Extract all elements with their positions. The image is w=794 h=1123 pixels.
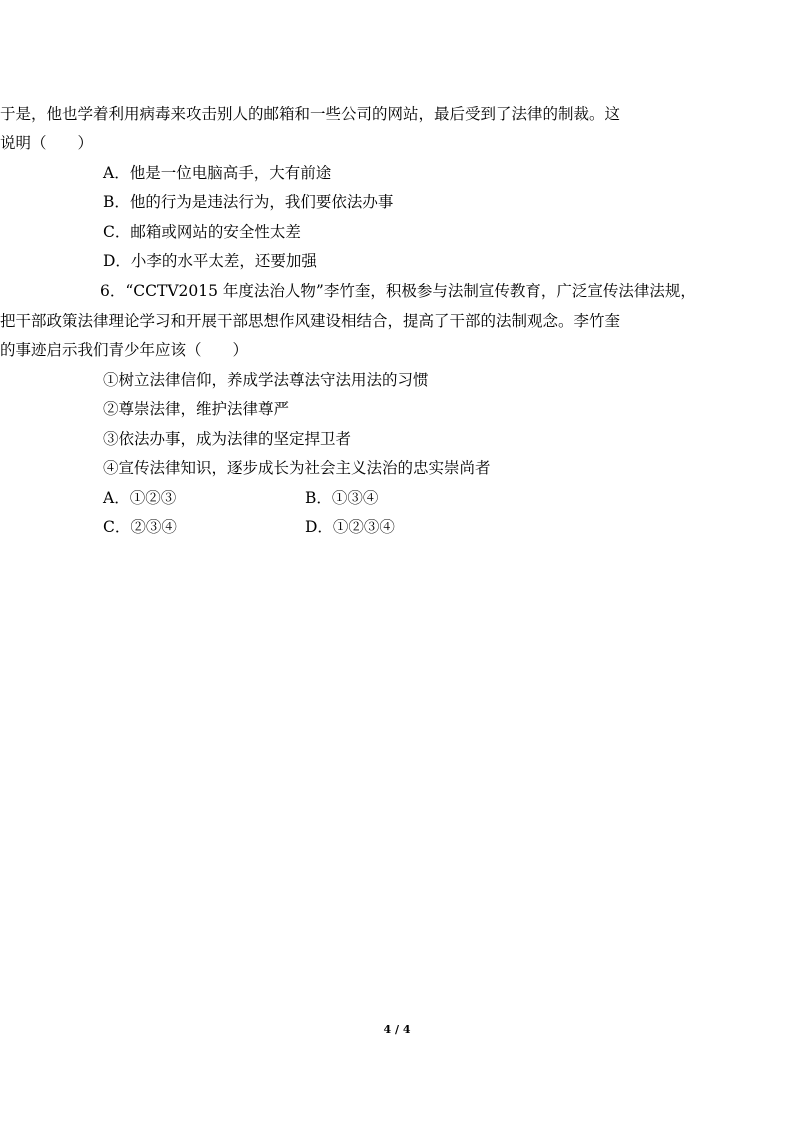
q6-option-c: C．②③④ <box>103 518 177 536</box>
q6-stem-line-3: 的事迹启示我们青少年应该（ ） <box>0 341 249 359</box>
q5-option-b: B．他的行为是违法行为，我们要依法办事 <box>103 193 394 211</box>
page-number: 4 / 4 <box>383 1023 411 1036</box>
q5-option-c: C．邮箱或网站的安全性太差 <box>103 223 301 241</box>
q5-option-d: D．小李的水平太差，还要加强 <box>103 252 317 270</box>
q6-statement-1: ①树立法律信仰，养成学法尊法守法用法的习惯 <box>103 371 429 389</box>
q5-stem-line-1: 于是，他也学着利用病毒来攻击别人的邮箱和一些公司的网站，最后受到了法律的制裁。这 <box>0 105 621 123</box>
q6-option-d: D．①②③④ <box>305 518 395 536</box>
q6-option-b: B．①③④ <box>305 489 379 507</box>
q6-stem-line-2: 把干部政策法律理论学习和开展干部思想作风建设相结合，提高了干部的法制观念。李竹奎 <box>0 312 621 330</box>
q6-statement-2: ②尊崇法律，维护法律尊严 <box>103 400 290 418</box>
q6-option-a: A．①②③ <box>103 489 177 507</box>
q6-statement-3: ③依法办事，成为法律的坚定捍卫者 <box>103 430 352 448</box>
q6-stem-line-1: 6．“CCTV2015 年度法治人物”李竹奎，积极参与法制宣传教育，广泛宣传法律法规， <box>100 282 696 300</box>
q5-stem-line-2: 说明（ ） <box>0 134 94 152</box>
q6-statement-4: ④宣传法律知识，逐步成长为社会主义法治的忠实崇尚者 <box>103 459 491 477</box>
q5-option-a: A．他是一位电脑高手，大有前途 <box>103 164 332 182</box>
